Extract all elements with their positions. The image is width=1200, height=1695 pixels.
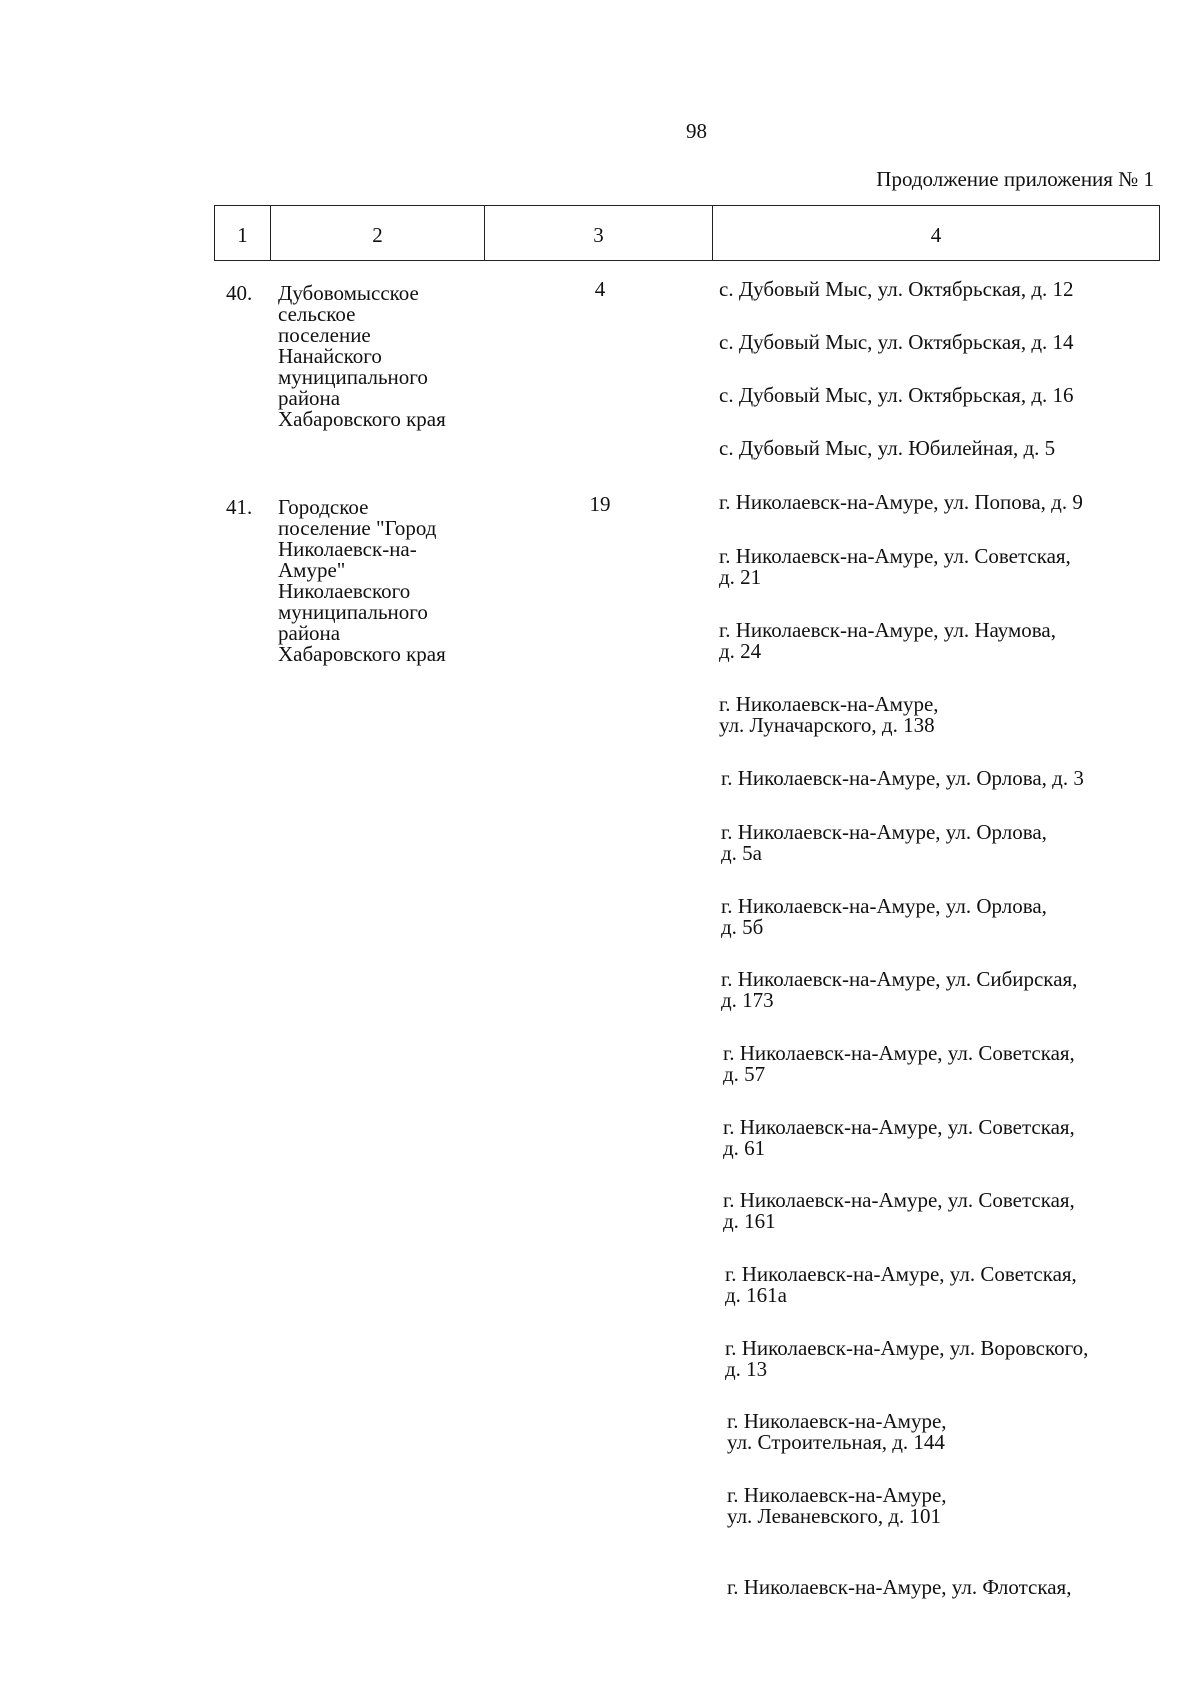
header-col-1: 1 (215, 206, 271, 260)
address-item: г. Николаевск-на-Амуре, ул. Флотская, (727, 1575, 1072, 1599)
address-count: 4 (594, 277, 606, 301)
settlement-name (278, 283, 488, 430)
row-number: 41. (226, 495, 253, 519)
address-item: г. Николаевск-на-Амуре, ул. Орлова, д. 5б (721, 894, 1047, 939)
settlement-name-line: Николаевск-на- (278, 537, 417, 561)
address-item: г. Николаевск-на-Амуре, ул. Советская, д. 21 (719, 544, 1071, 589)
settlement-name-line: Городское (278, 495, 369, 519)
address-item: г. Николаевск-на-Амуре, ул. Советская, д. 61 (723, 1115, 1075, 1160)
settlement-name-line: поселение (278, 323, 371, 347)
settlement-name-line: Амуре" (278, 558, 346, 582)
settlement-name-line: Дубовомысское (278, 281, 419, 305)
address-item: с. Дубовый Мыс, ул. Юбилейная, д. 5 (719, 436, 1056, 460)
address-item: г. Николаевск-на-Амуре, ул. Орлова, д. 3 (721, 766, 1084, 790)
address-item: г. Николаевск-на-Амуре, ул. Попова, д. 9 (719, 490, 1083, 514)
header-col-2: 2 (271, 206, 485, 260)
settlement-name-line: Хабаровского края (278, 407, 446, 431)
address-item: с. Дубовый Мыс, ул. Октябрьская, д. 12 (719, 277, 1074, 301)
row-number: 40. (226, 281, 253, 305)
address-item: г. Николаевск-на-Амуре, ул. Строительная, д. 144 (727, 1409, 947, 1454)
address-item: г. Николаевск-на-Амуре, ул. Советская, д. 57 (723, 1041, 1075, 1086)
address-count: 19 (589, 492, 611, 516)
settlement-name-line: поселение "Город (278, 516, 437, 540)
settlement-name-line: Нанайского (278, 344, 382, 368)
page-number: 98 (686, 119, 707, 143)
continuation-label: Продолжение приложения № 1 (876, 167, 1154, 191)
settlement-name-line: Николаевского (278, 579, 411, 603)
header-col-4: 4 (930, 222, 942, 247)
settlement-name-line: района (278, 621, 341, 645)
address-item: г. Николаевск-на-Амуре, ул. Советская, д. 161 (723, 1188, 1075, 1233)
settlement-name-line: сельское (278, 302, 356, 326)
address-item: г. Николаевск-на-Амуре, ул. Леваневского, д. 101 (727, 1483, 947, 1528)
address-item: с. Дубовый Мыс, ул. Октябрьская, д. 16 (719, 383, 1074, 407)
address-item: с. Дубовый Мыс, ул. Октябрьская, д. 14 (719, 330, 1074, 354)
settlement-name-line: муниципального (278, 600, 428, 624)
address-item: г. Николаевск-на-Амуре, ул. Наумова, д. 24 (719, 618, 1056, 663)
address-item: г. Николаевск-на-Амуре, ул. Луначарского, д. 138 (719, 692, 939, 737)
address-item: г. Николаевск-на-Амуре, ул. Орлова, д. 5а (721, 820, 1047, 865)
address-item: г. Николаевск-на-Амуре, ул. Сибирская, д. 173 (721, 967, 1078, 1012)
settlement-name (278, 497, 488, 665)
settlement-name-line: муниципального (278, 365, 428, 389)
table-header (214, 205, 1160, 261)
settlement-name-line: района (278, 386, 341, 410)
address-item: г. Николаевск-на-Амуре, ул. Воровского, д. 13 (725, 1336, 1089, 1381)
header-col-3: 3 (485, 206, 713, 260)
address-item: г. Николаевск-на-Амуре, ул. Советская, д. 161а (725, 1262, 1077, 1307)
settlement-name-line: Хабаровского края (278, 642, 446, 666)
